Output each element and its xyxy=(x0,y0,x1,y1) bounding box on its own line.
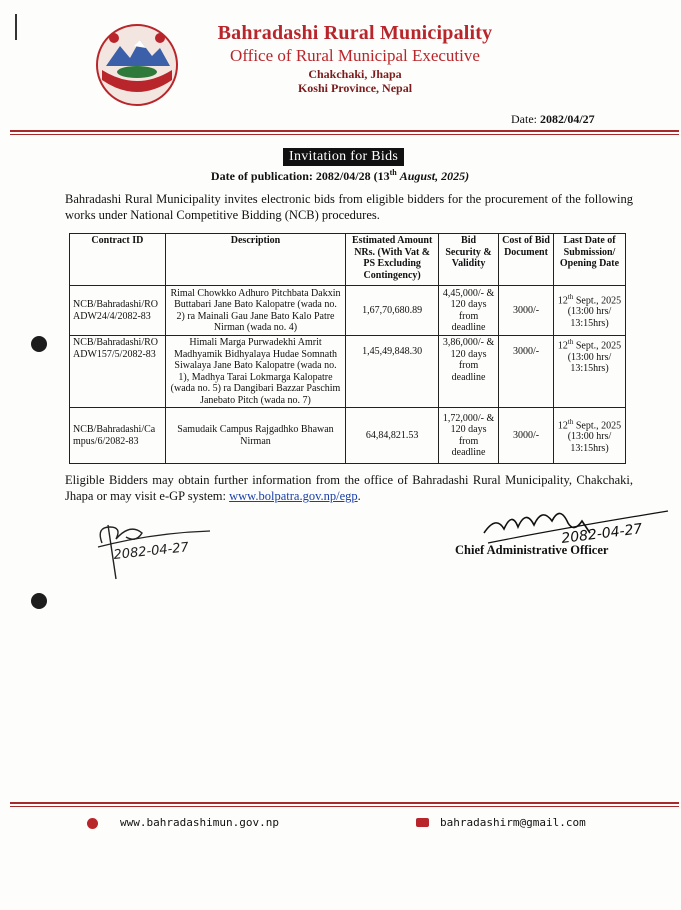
description-cell: Samudaik Campus Rajgadhko Bhawan Nirman xyxy=(165,408,345,464)
bid-table xyxy=(69,233,626,464)
publication-label: Date of publication: 2082/04/28 (13 xyxy=(210,169,390,183)
nepal-emblem-icon xyxy=(94,22,180,108)
envelope-icon xyxy=(416,818,429,827)
date-rest: Sept., 2025 (13:00 hrs/ 13:15hrs) xyxy=(567,340,622,375)
date-day: 12 xyxy=(557,340,568,352)
left-signature-date: 2082-04-27 xyxy=(112,540,190,563)
footer-website[interactable]: www.bahradashimun.gov.np xyxy=(120,816,279,829)
security-cell: 3,86,000/- & 120 days from deadline xyxy=(439,336,499,408)
date-rest: Sept., 2025 (13:00 hrs/ 13:15hrs) xyxy=(567,419,622,454)
header-divider-thin xyxy=(10,134,679,135)
amount-cell: 1,67,70,680.89 xyxy=(346,286,439,336)
publication-suffix: August, 2025) xyxy=(399,169,470,183)
col-amount: Estimated Amount NRs. (With Vat & PS Excluding Contingency) xyxy=(346,234,439,286)
footer-divider xyxy=(10,802,679,804)
eligible-end: . xyxy=(357,489,361,503)
footer-divider-thin xyxy=(10,806,679,807)
office-name: Office of Rural Municipal Executive xyxy=(230,46,480,65)
office-address: Chakchaki, Jhapa xyxy=(308,67,402,81)
date-label: Date: xyxy=(511,112,537,126)
date-day: 12 xyxy=(557,294,568,306)
punch-hole xyxy=(31,593,47,609)
cost-cell: 3000/- xyxy=(499,408,554,464)
col-contract-id: Contract ID xyxy=(70,234,166,286)
cost-cell: 3000/- xyxy=(499,286,554,336)
date-cell xyxy=(554,408,626,464)
date-cell xyxy=(554,336,626,408)
col-bid-security: Bid Security & Validity xyxy=(439,234,499,286)
office-province: Koshi Province, Nepal xyxy=(297,81,413,95)
contract-id-cell: NCB/Bahradashi/Campus/6/2082-83 xyxy=(70,408,166,464)
col-description: Description xyxy=(165,234,345,286)
table-row xyxy=(70,336,626,408)
cost-cell: 3000/- xyxy=(499,336,554,408)
security-cell: 4,45,000/- & 120 days from deadline xyxy=(439,286,499,336)
contract-id-cell: NCB/Bahradashi/ROADW24/4/2082-83 xyxy=(70,286,166,336)
officer-title: Chief Administrative Officer xyxy=(455,543,609,557)
date-rest: Sept., 2025 (13:00 hrs/ 13:15hrs) xyxy=(567,294,622,329)
header-divider xyxy=(10,130,679,132)
table-row xyxy=(70,286,626,336)
egp-link[interactable]: www.bolpatra.gov.np/egp xyxy=(229,489,358,503)
page-edge-mark xyxy=(15,14,17,40)
publication-sup: th xyxy=(389,168,397,177)
amount-cell: 64,84,821.53 xyxy=(346,408,439,464)
left-signature-icon xyxy=(92,513,232,583)
description-cell: Rimal Chowkko Adhuro Pitchbata Dakxin Buttabari Jane Bato Kalopatre (wada no. 2) ra Mainali Gau Jane Bato Kalo Patre Nirman (wada no. 4) xyxy=(165,286,345,336)
date-sup: th xyxy=(567,338,574,346)
punch-hole xyxy=(31,336,47,352)
security-cell: 1,72,000/- & 120 days from deadline xyxy=(439,408,499,464)
globe-icon xyxy=(87,818,98,829)
date-cell xyxy=(554,286,626,336)
amount-cell: 1,45,49,848.30 xyxy=(346,336,439,408)
publication-date xyxy=(190,168,490,184)
eligible-text: Eligible Bidders may obtain further information from the office of Bahradashi Rural Municipality, Chakchaki, Jhapa or may visit e-GP system: xyxy=(65,473,633,503)
table-header-row xyxy=(70,234,626,286)
letter-date xyxy=(511,112,595,127)
municipality-name: Bahradashi Rural Municipality xyxy=(217,22,493,44)
col-last-date: Last Date of Submission/ Opening Date xyxy=(554,234,626,286)
footer-email[interactable]: bahradashirm@gmail.com xyxy=(440,816,586,829)
col-bid-cost: Cost of Bid Document xyxy=(499,234,554,286)
date-value: 2082/04/27 xyxy=(540,112,595,126)
contract-id-cell: NCB/Bahradashi/ROADW157/5/2082-83 xyxy=(70,336,166,408)
date-sup: th xyxy=(567,292,574,301)
table-row xyxy=(70,408,626,464)
date-day: 12 xyxy=(557,419,568,431)
date-sup: th xyxy=(567,417,574,426)
intro-paragraph: Bahradashi Rural Municipality invites electronic bids from eligible bidders for the procurement of the following works under National Competitive Bidding (NCB) procedures. xyxy=(65,192,633,222)
right-signature-date: 2082-04-27 xyxy=(560,521,644,547)
description-cell: Himali Marga Purwadekhi Amrit Madhyamik Bidhyalaya Hudae Somnath Siwalaya Jane Bato Kalopatre (wada no. 1), Madhya Tarai Lokmarga Kalopatre (wada no. 5) ra Dangibari Bazzar Paschim Janebato Pitch (wada no. 7) xyxy=(165,336,345,408)
notice-title: Invitation for Bids xyxy=(283,148,404,166)
eligible-paragraph xyxy=(65,472,633,504)
